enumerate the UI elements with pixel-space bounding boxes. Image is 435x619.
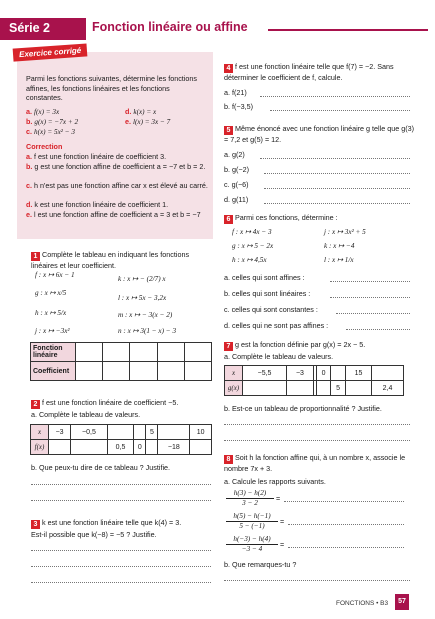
ex2-cell[interactable] xyxy=(190,440,212,455)
ex2-cell[interactable]: 0,5 xyxy=(107,440,133,455)
ratio-3-denominator: −3 − 4 xyxy=(241,545,263,553)
exercise-5-d: d. g(11) xyxy=(224,195,249,204)
exercise-6-number: 6 xyxy=(224,215,233,224)
ratio-2-numerator: h(5) − h(−1) xyxy=(226,512,278,522)
exercise-2-question-b: b. Que peux-tu dire de ce tableau ? Justifie. xyxy=(31,463,171,472)
answer-line[interactable] xyxy=(288,524,404,525)
serie-label: Série 2 xyxy=(9,21,51,35)
exercise-6-d: d. celles qui ne sont pas affines : xyxy=(224,321,329,330)
exercise-7-table xyxy=(224,365,404,396)
answer-line[interactable] xyxy=(330,297,410,298)
ratio-3-numerator: h(−3) − h(4) xyxy=(226,535,278,545)
exercise-8-statement: 8 Soit h la fonction affine qui, à un nombre x, associe le nombre 7x + 3. xyxy=(224,453,406,473)
correction-e: e. l est une fonction affine de coefficient a = 3 et b = −7 xyxy=(26,210,201,219)
exercise-4-statement: 4 f est une fonction linéaire telle que f(7) = −2. Sans déterminer le coefficient de f, calcule. xyxy=(224,62,394,82)
ex6-func-g: g : x ↦ 5 − 2x xyxy=(232,242,274,250)
answer-line[interactable] xyxy=(264,203,410,204)
answer-line[interactable] xyxy=(224,580,410,581)
page-header xyxy=(0,0,435,40)
ex7-cell[interactable]: −3 xyxy=(287,366,314,381)
ex2-cell[interactable]: 10 xyxy=(190,425,212,440)
footer-chapter-label: FONCTIONS • B3 xyxy=(336,600,389,607)
ex1-cell[interactable] xyxy=(76,343,103,362)
correction-d: d. k est une fonction linéaire de coefficient 1. xyxy=(26,200,169,209)
ex7-g-header: g(x) xyxy=(225,381,243,396)
ex1-cell[interactable] xyxy=(157,343,184,362)
exercise-2-question-a: a. Complète le tableau de valeurs. xyxy=(31,410,141,419)
exercise-3-statement: 3 k est une fonction linéaire telle que k(4) = 3. xyxy=(31,518,211,529)
ex1-func-m: m : x ↦ − 3(x − 2) xyxy=(118,311,173,319)
correction-b: b. g est une fonction affine de coefficient a = −7 et b = 2. xyxy=(26,162,206,171)
exercise-3-question: Est-il possible que k(−8) = −5 ? Justifie. xyxy=(31,530,157,539)
answer-line[interactable] xyxy=(31,484,211,485)
answer-line[interactable] xyxy=(330,281,410,282)
answer-line[interactable] xyxy=(264,188,410,189)
ex2-cell[interactable] xyxy=(71,440,108,455)
ex1-row-linear-label: Fonction linéaire xyxy=(31,343,76,362)
ex7-cell[interactable]: 5 xyxy=(331,381,346,396)
ex2-cell[interactable]: −18 xyxy=(158,440,190,455)
exercise-2-number: 2 xyxy=(31,400,40,409)
ex1-func-k: k : x ↦ − (2/7) x xyxy=(118,275,166,283)
ex7-cell[interactable] xyxy=(372,366,404,381)
ex2-cell[interactable] xyxy=(107,425,133,440)
exercise-8-question-b: b. Que remarques-tu ? xyxy=(224,560,297,569)
exercise-5-c: c. g(−6) xyxy=(224,180,249,189)
ex2-cell[interactable]: 0 xyxy=(134,440,146,455)
ratio-2-denominator: 5 − (−1) xyxy=(239,522,265,530)
ex6-func-f: f : x ↦ 4x − 3 xyxy=(232,228,272,236)
ex7-cell[interactable] xyxy=(331,366,346,381)
ex1-func-f: f : x ↦ 6x − 1 xyxy=(35,271,75,279)
answer-line[interactable] xyxy=(284,501,404,502)
ratio-3 xyxy=(226,535,278,553)
ex7-cell[interactable] xyxy=(243,381,287,396)
exercise-7-question-a: a. Complète le tableau de valeurs. xyxy=(224,352,334,361)
ex1-cell[interactable] xyxy=(157,362,184,381)
exercise-5-b: b. g(−2) xyxy=(224,165,249,174)
ex1-cell[interactable] xyxy=(103,362,130,381)
ex7-cell[interactable]: 0 xyxy=(316,366,331,381)
answer-line[interactable] xyxy=(260,96,410,97)
function-b: b. g(x) = −7x + 2 xyxy=(26,117,79,126)
answer-line[interactable] xyxy=(264,173,410,174)
page-number: 57 xyxy=(395,594,409,610)
exercise-1-number: 1 xyxy=(31,252,40,261)
answer-line[interactable] xyxy=(288,547,404,548)
exercise-4-b: b. f(−3,5) xyxy=(224,102,253,111)
ex1-func-g: g : x ↦ x/5 xyxy=(35,289,67,297)
ex2-cell[interactable]: −3 xyxy=(49,425,71,440)
answer-line[interactable] xyxy=(346,329,410,330)
exercise-3-number: 3 xyxy=(31,520,40,529)
function-c: c. h(x) = 5x² − 3 xyxy=(26,127,75,136)
answer-line[interactable] xyxy=(31,500,211,501)
ex2-cell[interactable] xyxy=(158,425,190,440)
ex2-cell[interactable]: 5 xyxy=(146,425,158,440)
exercise-1-statement: 1 Complète le tableau en indiquant les fonctions linéaires et leur coefficient. xyxy=(31,250,190,270)
exercise-5-statement: 5 Même énoncé avec une fonction linéaire g telle que g(3) = 7,2 et g(5) = 12. xyxy=(224,124,414,144)
ratio-2 xyxy=(226,512,278,530)
exercise-7-statement: 7 g est la fonction définie par g(x) = 2x − 5. xyxy=(224,340,414,351)
ex1-row-coef-label: Coefficient xyxy=(31,362,76,381)
ex7-cell[interactable]: 15 xyxy=(345,366,371,381)
correction-title: Correction xyxy=(26,142,63,151)
ex6-func-k: k : x ↦ −4 xyxy=(324,242,355,250)
ex1-cell[interactable] xyxy=(76,362,103,381)
exercise-2-statement: 2 f est une fonction linéaire de coefficient −5. xyxy=(31,398,211,409)
exercise-7-question-b: b. Est-ce un tableau de proportionnalité ? Justifie. xyxy=(224,404,382,413)
answer-line[interactable] xyxy=(336,313,410,314)
ex7-cell[interactable]: −5,5 xyxy=(243,366,287,381)
function-d: d. k(x) = x xyxy=(125,107,157,116)
exercise-6-b: b. celles qui sont linéaires : xyxy=(224,289,311,298)
ex7-cell[interactable]: 2,4 xyxy=(372,381,404,396)
answer-line[interactable] xyxy=(260,158,410,159)
correction-c: c. h n'est pas une fonction affine car x est élevé au carré. xyxy=(26,181,208,190)
ex2-cell[interactable] xyxy=(146,440,158,455)
equals-sign: = xyxy=(280,540,285,549)
ex7-cell[interactable] xyxy=(316,381,331,396)
exercise-1-table xyxy=(30,342,212,381)
exercise-6-a: a. celles qui sont affines : xyxy=(224,273,305,282)
exercise-7-number: 7 xyxy=(224,342,233,351)
exercise-6-statement: 6 Parmi ces fonctions, détermine : xyxy=(224,213,414,224)
ex1-cell[interactable] xyxy=(184,343,211,362)
ex2-f-header: f(x) xyxy=(31,440,49,455)
exercise-5-a: a. g(2) xyxy=(224,150,245,159)
correction-a: a. f est une fonction linéaire de coefficient 3. xyxy=(26,152,167,161)
answer-line[interactable] xyxy=(224,424,410,425)
ex7-cell[interactable] xyxy=(287,381,314,396)
ratio-1 xyxy=(226,489,274,507)
worked-example-intro: Parmi les fonctions suivantes, détermine les fonctions affines, les fonctions linéaires et les fonctions constantes. xyxy=(26,74,197,103)
answer-line[interactable] xyxy=(224,440,410,441)
answer-line[interactable] xyxy=(31,566,211,567)
worked-example-badge: Exercice corrigé xyxy=(13,43,88,61)
ex1-func-l: l : x ↦ 5x − 3,2x xyxy=(118,294,167,302)
exercise-5-number: 5 xyxy=(224,126,233,135)
ex2-cell[interactable]: −0,5 xyxy=(71,425,108,440)
ex1-func-j: j : x ↦ −3x² xyxy=(35,327,70,335)
answer-line[interactable] xyxy=(270,110,410,111)
equals-sign: = xyxy=(276,494,281,503)
ex1-func-h: h : x ↦ 5/x xyxy=(35,309,67,317)
page-title: Fonction linéaire ou affine xyxy=(92,20,248,34)
ex6-func-j: j : x ↦ 3x² + 5 xyxy=(324,228,366,236)
ex2-cell[interactable] xyxy=(134,425,146,440)
function-a: a. f(x) = 3x xyxy=(26,107,60,116)
ex1-cell[interactable] xyxy=(184,362,211,381)
function-e: e. l(x) = 3x − 7 xyxy=(125,117,171,126)
ex2-cell[interactable] xyxy=(49,440,71,455)
ex6-func-h: h : x ↦ 4,5x xyxy=(232,256,267,264)
ex1-func-n: n : x ↦ 3(1 − x) − 3 xyxy=(118,327,177,335)
ex1-cell[interactable] xyxy=(130,343,157,362)
ex1-cell[interactable] xyxy=(130,362,157,381)
header-rule xyxy=(268,29,428,31)
ex2-x-header: x xyxy=(31,425,49,440)
ratio-1-denominator: 3 − 2 xyxy=(242,499,258,507)
ratio-1-numerator: h(3) − h(2) xyxy=(226,489,274,499)
serie-tab xyxy=(0,18,86,40)
worked-example-box xyxy=(17,45,213,239)
exercise-4-a: a. f(21) xyxy=(224,88,247,97)
ex7-cell[interactable] xyxy=(345,381,371,396)
equals-sign: = xyxy=(280,517,285,526)
ex1-cell[interactable] xyxy=(103,343,130,362)
exercise-8-number: 8 xyxy=(224,455,233,464)
exercise-4-number: 4 xyxy=(224,64,233,73)
exercise-6-c: c. celles qui sont constantes : xyxy=(224,305,318,314)
answer-line[interactable] xyxy=(31,550,211,551)
exercise-2-table xyxy=(30,424,212,455)
ex6-func-l: l : x ↦ 1/x xyxy=(324,256,354,264)
answer-line[interactable] xyxy=(31,582,211,583)
exercise-8-question-a: a. Calcule les rapports suivants. xyxy=(224,477,326,486)
ex7-x-header: x xyxy=(225,366,243,381)
